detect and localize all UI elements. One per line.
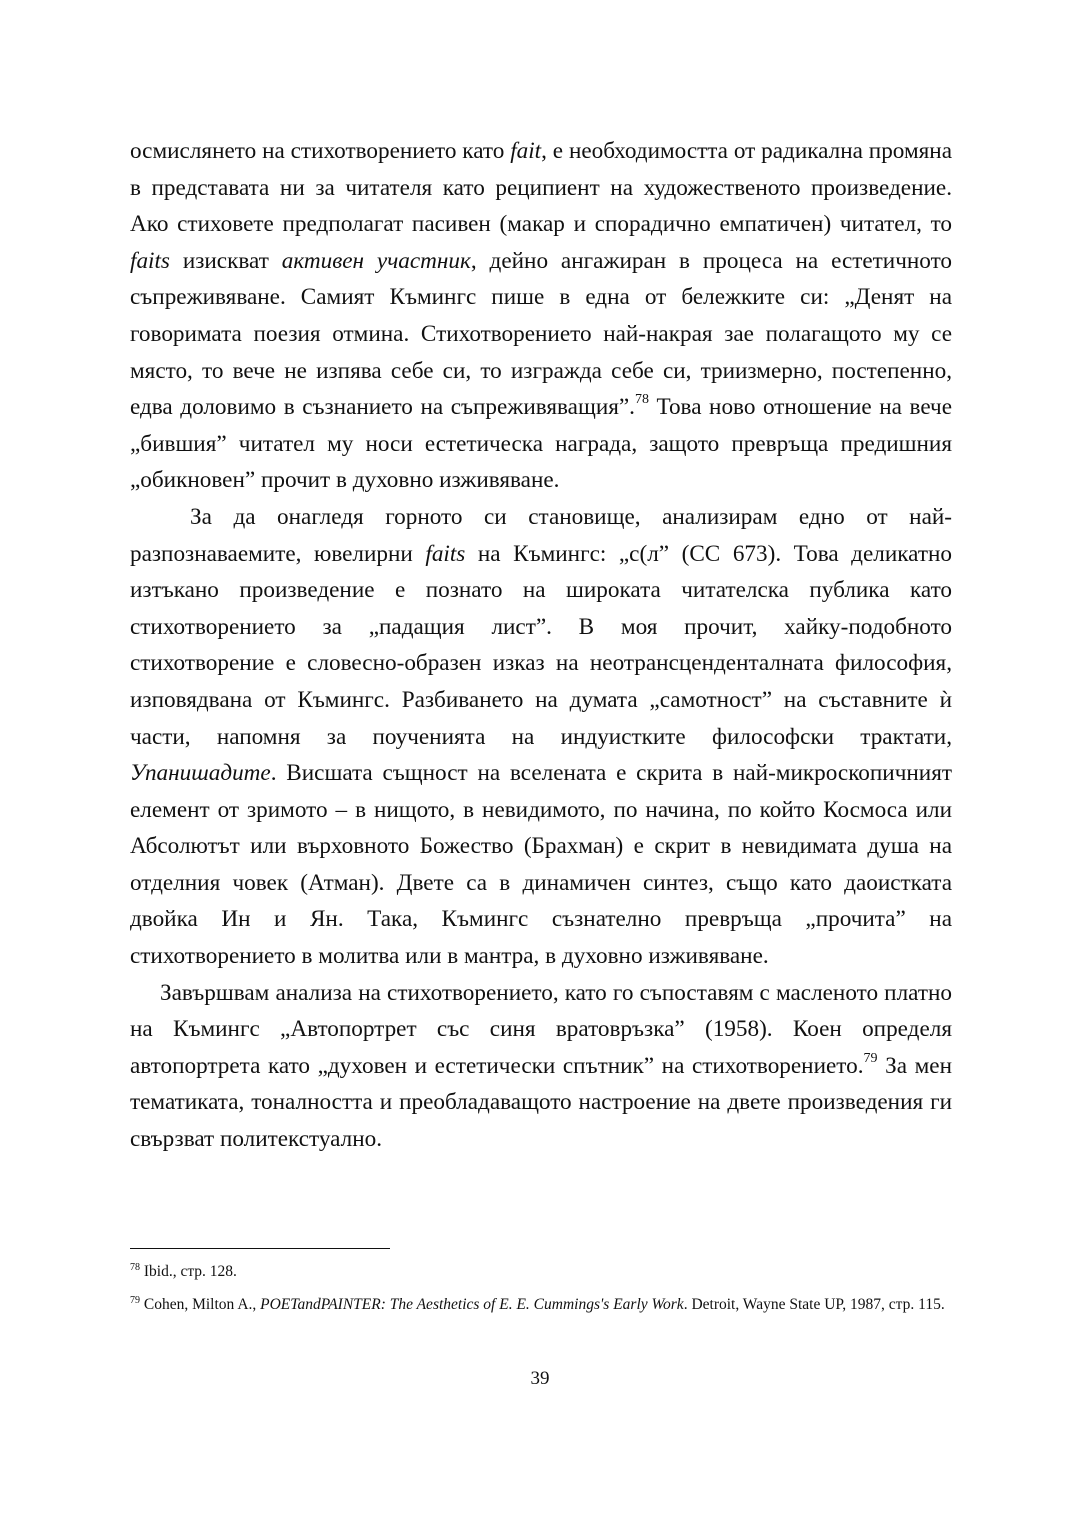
paragraph-2 [130, 499, 952, 975]
footnote-number: 79 [130, 1294, 140, 1306]
text-run: на Къмингс: „с(л” (CC 673). Това деликатно изтъкано произведение е познато на широката читателска публика като стихотворението за „падащия лист”. В моя прочит, хайку-подобното стихотворение е словесно-образен изказ на неотрансценденталната философия, изповядвана от Къмингс. Разбиването на думата „самотност” на съставните ѝ части, напомня за поученията на индуистките философски трактати, [130, 540, 952, 750]
footnote-reference: 79 [863, 1051, 878, 1067]
text-run: . Detroit, Wayne State UP, 1987, стр. 115. [683, 1296, 945, 1313]
paragraph-1 [130, 133, 952, 499]
footnote-reference: 78 [634, 392, 649, 408]
footnotes [130, 1261, 952, 1327]
text-run: За да онагледя горното си становище, анализирам едно от най-разпознаваемите, ювелирни [130, 503, 952, 567]
paragraph-3 [130, 975, 952, 1158]
footnote-79 [130, 1294, 952, 1316]
text-run: Ibid., стр. 128. [140, 1263, 237, 1280]
footnote-number: 78 [130, 1261, 140, 1273]
text-run: осмислянето на стихотворението като [130, 138, 511, 164]
italic-text: fait [510, 138, 542, 164]
text-run: изискват [169, 247, 282, 274]
text-run: , е необходимостта от радикална промяна в представата ни за читателя като реципиент на художественото произведение. Ако стиховете предполагат пасивен (макар и спорадично емпатичен) читател, то [130, 138, 952, 238]
italic-text: активен участник [281, 247, 471, 274]
italic-text: faits [130, 247, 170, 274]
text-run: Завършвам анализа на стихотворението, като го съпоставям с масленото платно на Къмингс „Автопортрет със синя вратовръзка” (1958). Коен определя автопортрета като „духовен и естетически спътник” на стихотворението. [130, 979, 952, 1079]
text-run: , дейно ангажиран в процеса на естетичното съпреживяване. Самият Къмингс пише в една от бележките си: „Денят на говоримата поезия отмина. Стихотворението най-накрая зае полагащото му се място, то вече не изпява себе си, то изгражда себе си, триизмерно, постепенно, едва доловимо в съзнанието на съпреживяващия”. [130, 247, 952, 421]
page-number: 39 [530, 1368, 550, 1389]
italic-text: faits [425, 540, 466, 567]
text-run: Това ново отношение на вече „бившия” читател му носи естетическа награда, защото превръща предишния „обикновен” прочит в духовно изживяване. [130, 394, 952, 494]
footnote-78 [130, 1261, 952, 1283]
italic-text: Упанишадите [130, 760, 271, 787]
italic-text: POETandPAINTER: The Aesthetics of E. E. Cummings's Early Work [260, 1296, 684, 1313]
text-run: . Висшата същност на вселената е скрита в най-микроскопичният елемент от зримото – в нищото, в невидимото, по начина, по който Космоса или Абсолютът или върховното Божество (Брахман) е скрит в невидимата душа на отделния човек (Атман). Двете са в динамичен синтез, също като даоистката двойка Ин и Ян. Така, Къмингс съзнателно превръща „прочита” на стихотворението в молитва или в мантра, в духовно изживяване. [130, 760, 952, 970]
body-text [130, 133, 952, 1158]
footnote-separator [130, 1248, 390, 1249]
text-run: За мен тематиката, тоналността и преобладаващото настроение на двете произведения ги свързват политекстуално. [130, 1052, 952, 1153]
text-run: Cohen, Milton A., [140, 1296, 261, 1313]
